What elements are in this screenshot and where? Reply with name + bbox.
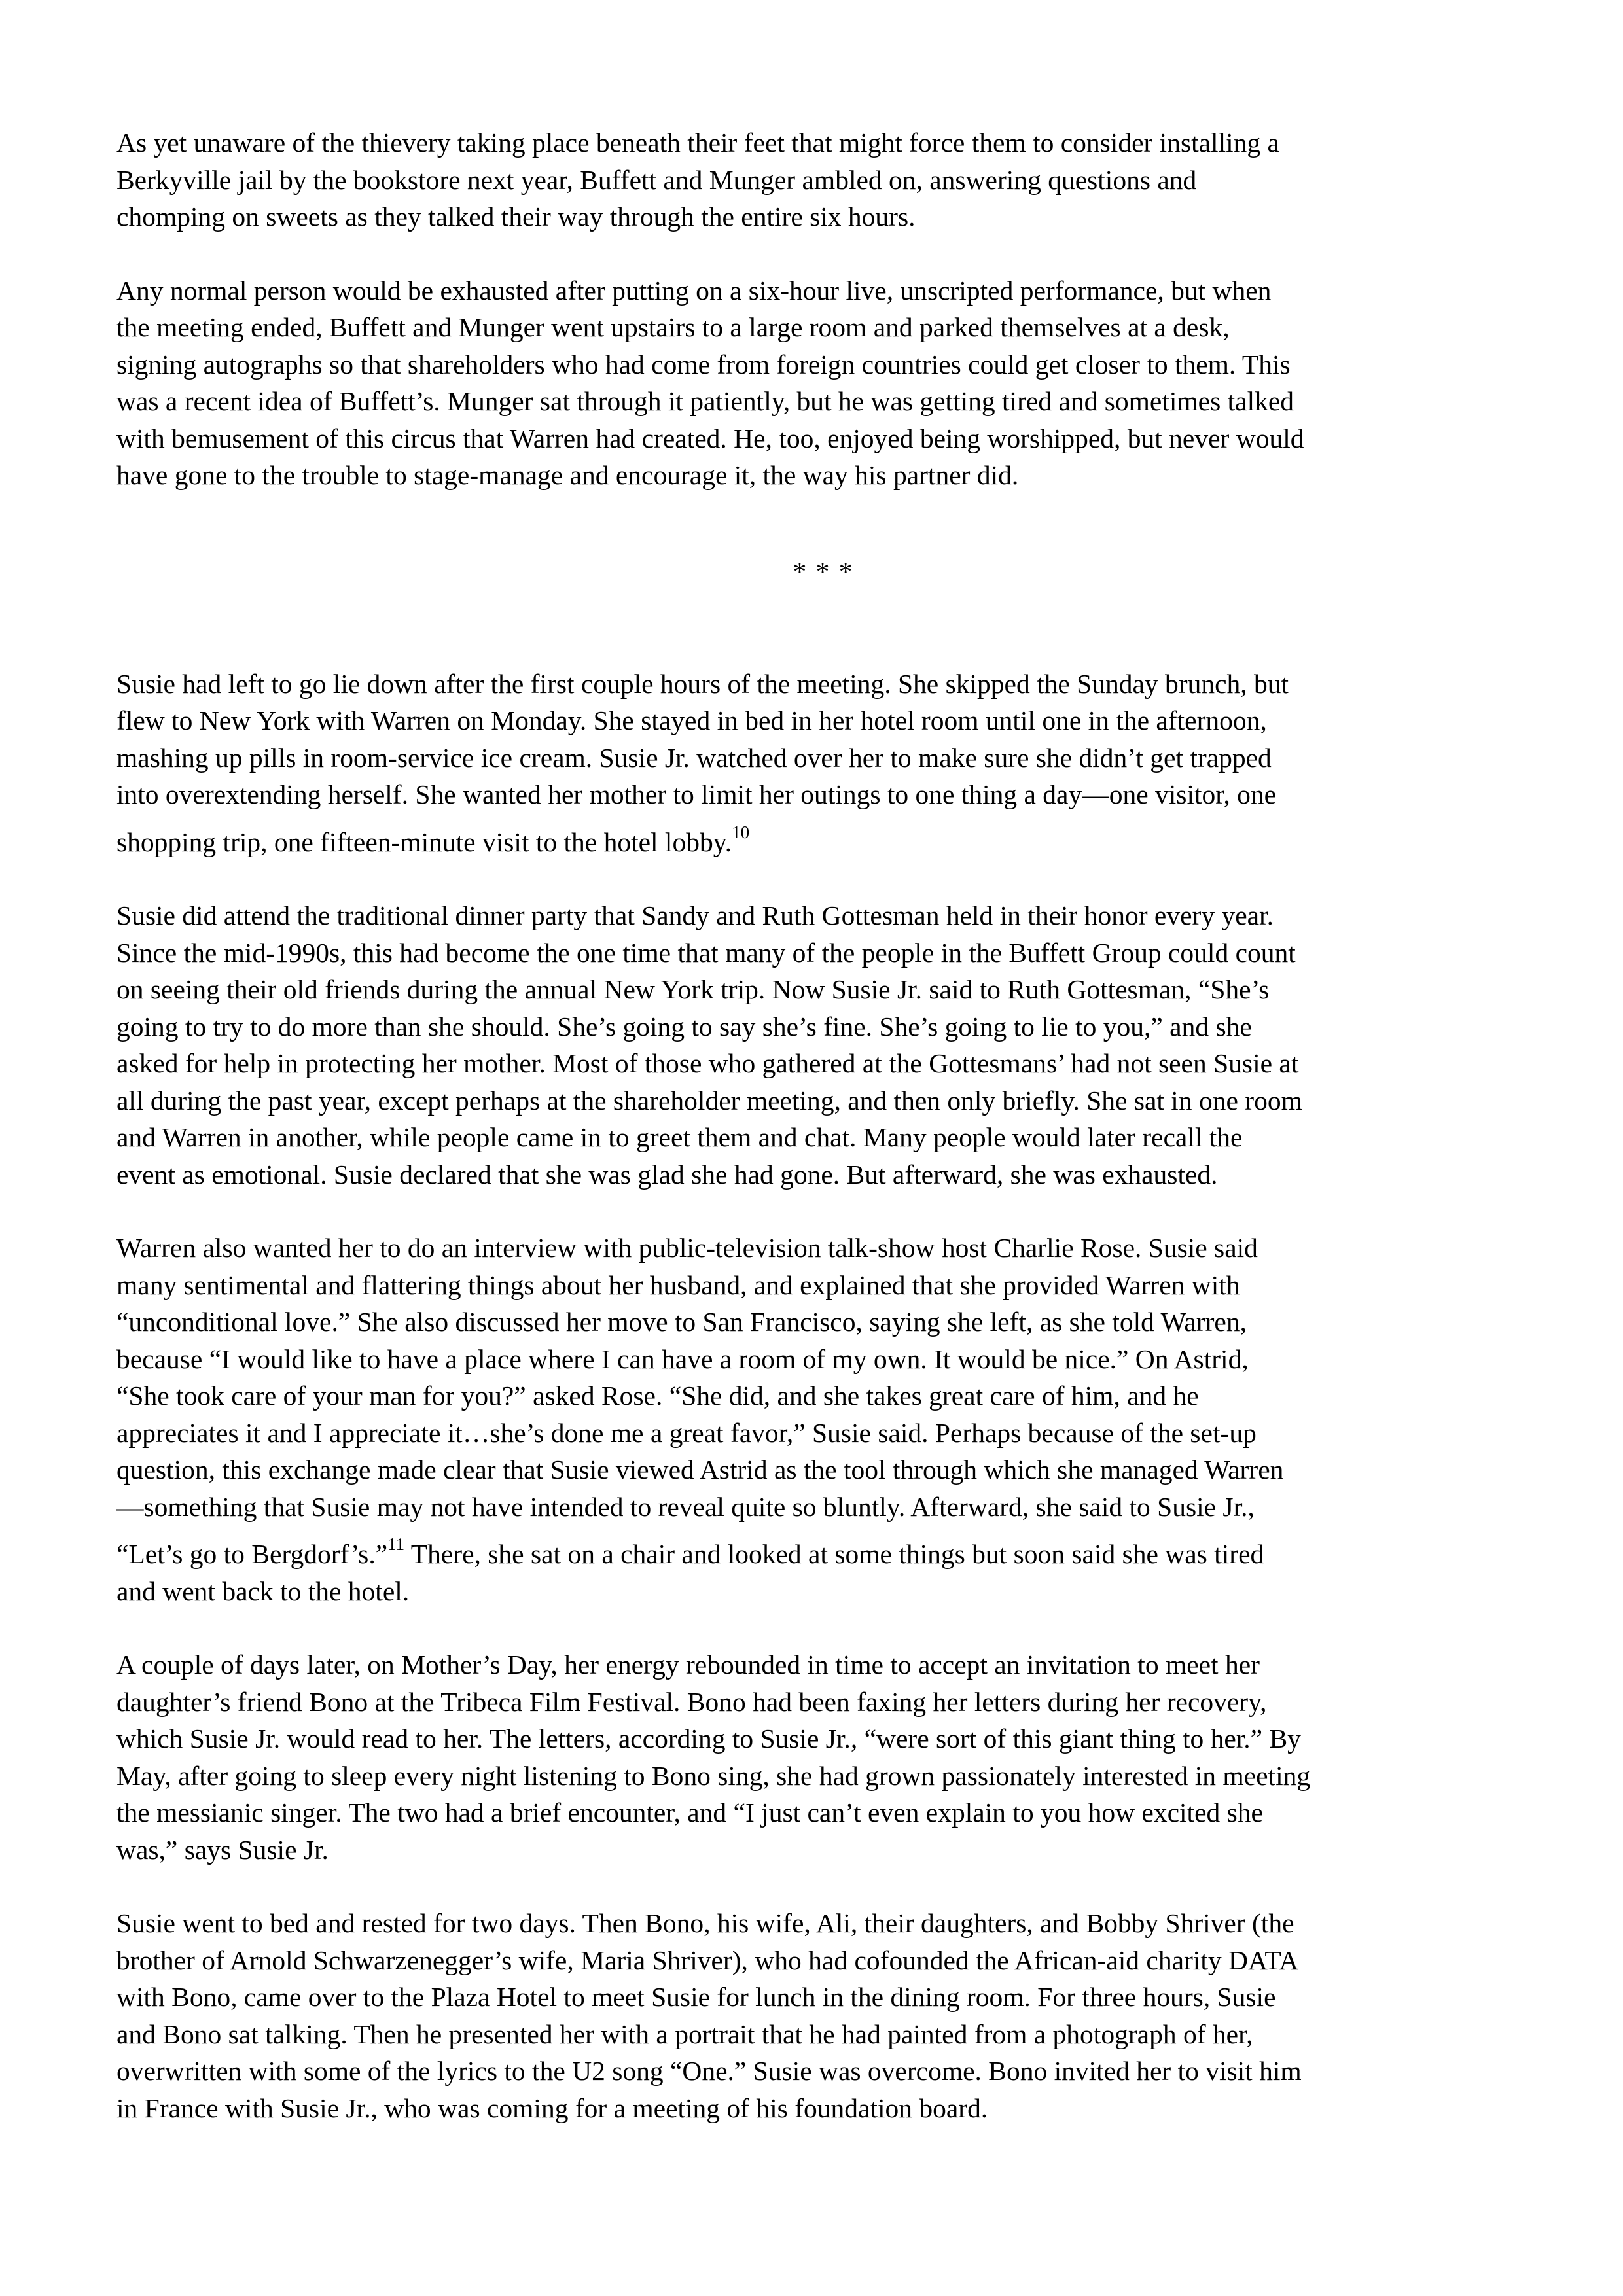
text-line: mashing up pills in room-service ice cream. Susie Jr. watched over her to make sure she didn’t get trapped	[116, 742, 1272, 773]
text-line: the meeting ended, Buffett and Munger went upstairs to a large room and parked themselves at a desk,	[116, 312, 1230, 342]
paragraph-6	[116, 1646, 1530, 1868]
text-line: As yet unaware of the thievery taking place beneath their feet that might force them to consider installing a	[116, 128, 1279, 158]
text-line: in France with Susie Jr., who was coming for a meeting of his foundation board.	[116, 2093, 988, 2123]
text-line: into overextending herself. She wanted her mother to limit her outings to one thing a day—one visitor, one	[116, 779, 1277, 809]
document-page	[116, 124, 1530, 2163]
text-line: and Warren in another, while people came in to greet them and chat. Many people would later recall the	[116, 1122, 1243, 1152]
text-line: A couple of days later, on Mother’s Day, her energy rebounded in time to accept an invitation to meet her	[116, 1650, 1260, 1680]
text-line: overwritten with some of the lyrics to the U2 song “One.” Susie was overcome. Bono invited her to visit him	[116, 2056, 1302, 2086]
paragraph-3	[116, 665, 1530, 861]
paragraph-1	[116, 124, 1530, 236]
text-line: the messianic singer. The two had a brief encounter, and “I just can’t even explain to you how excited she	[116, 1797, 1263, 1828]
text-line: Any normal person would be exhausted after putting on a six-hour live, unscripted performance, but when	[116, 275, 1272, 306]
paragraph-7	[116, 1905, 1530, 2127]
section-separator: * * *	[793, 556, 854, 586]
text-fragment: “Let’s go to Bergdorf’s.”	[116, 1539, 388, 1569]
text-line: many sentimental and flattering things about her husband, and explained that she provided Warren with	[116, 1269, 1240, 1300]
text-line: appreciates it and I appreciate it…she’s done me a great favor,” Susie said. Perhaps because of the set-up	[116, 1417, 1257, 1448]
paragraph-2	[116, 272, 1530, 494]
text-line	[116, 1536, 1530, 1573]
text-line: —something that Susie may not have intended to reveal quite so bluntly. Afterward, she said to Susie Jr.,	[116, 1491, 1255, 1522]
text-line: “unconditional love.” She also discussed her move to San Francisco, saying she left, as she told Warren,	[116, 1307, 1247, 1337]
footnote-reference[interactable]: 11	[387, 1534, 405, 1554]
text-line: was a recent idea of Buffett’s. Munger sat through it patiently, but he was getting tired and sometimes talked	[116, 386, 1294, 416]
text-line: asked for help in protecting her mother. Most of those who gathered at the Gottesmans’ had not seen Susie at	[116, 1048, 1299, 1078]
text-line: Berkyville jail by the bookstore next year, Buffett and Munger ambled on, answering questions and	[116, 164, 1197, 195]
paragraph-5	[116, 1229, 1530, 1610]
text-line: signing autographs so that shareholders who had come from foreign countries could get closer to them. This	[116, 349, 1291, 380]
text-line: going to try to do more than she should. She’s going to say she’s fine. She’s going to lie to you,” and she	[116, 1011, 1252, 1042]
text-line: question, this exchange made clear that Susie viewed Astrid as the tool through which she managed Warren	[116, 1455, 1284, 1485]
text-line: was,” says Susie Jr.	[116, 1834, 329, 1865]
text-line: all during the past year, except perhaps at the shareholder meeting, and then only briefly. She sat in one room	[116, 1085, 1302, 1116]
text-line: with bemusement of this circus that Warren had created. He, too, enjoyed being worshipped, but never would	[116, 423, 1304, 453]
text-line: Susie did attend the traditional dinner party that Sandy and Ruth Gottesman held in their honor every year.	[116, 900, 1274, 930]
text-line: Susie went to bed and rested for two days. Then Bono, his wife, Ali, their daughters, and Bobby Shriver (the	[116, 1908, 1294, 1938]
text-line: and Bono sat talking. Then he presented her with a portrait that he had painted from a photograph of her,	[116, 2019, 1253, 2049]
text-line: May, after going to sleep every night listening to Bono sing, she had grown passionately interested in meeting	[116, 1760, 1311, 1791]
text-line: “She took care of your man for you?” asked Rose. “She did, and she takes great care of him, and he	[116, 1381, 1199, 1411]
text-line: with Bono, came over to the Plaza Hotel to meet Susie for lunch in the dining room. For three hours, Susie	[116, 1982, 1276, 2012]
text-line: event as emotional. Susie declared that she was glad she had gone. But afterward, she was exhausted.	[116, 1159, 1218, 1190]
text-line: because “I would like to have a place where I can have a room of my own. It would be nice.” On Astrid,	[116, 1343, 1249, 1374]
text-line: chomping on sweets as they talked their way through the entire six hours.	[116, 202, 916, 232]
footnote-reference[interactable]: 10	[732, 822, 750, 842]
text-line: Since the mid-1990s, this had become the one time that many of the people in the Buffett Group could count	[116, 937, 1296, 968]
paragraph-4	[116, 897, 1530, 1193]
text-fragment: There, she sat on a chair and looked at some things but soon said she was tired	[404, 1539, 1264, 1569]
text-line: flew to New York with Warren on Monday. She stayed in bed in her hotel room until one in the afternoon,	[116, 705, 1267, 735]
text-line: Warren also wanted her to do an interview with public-television talk-show host Charlie Rose. Susie said	[116, 1233, 1258, 1263]
text-line: brother of Arnold Schwarzenegger’s wife, Maria Shriver), who had cofounded the African-aid charity DATA	[116, 1945, 1299, 1975]
text-line: daughter’s friend Bono at the Tribeca Film Festival. Bono had been faxing her letters during her recovery,	[116, 1686, 1267, 1717]
text-line: which Susie Jr. would read to her. The letters, according to Susie Jr., “were sort of this giant thing to her.” By	[116, 1723, 1301, 1754]
text-line: and went back to the hotel.	[116, 1576, 410, 1606]
text-line: have gone to the trouble to stage-manage and encourage it, the way his partner did.	[116, 460, 1019, 490]
text-line: Susie had left to go lie down after the first couple hours of the meeting. She skipped the Sunday brunch, but	[116, 668, 1289, 699]
text-fragment: shopping trip, one fifteen-minute visit to the hotel lobby.	[116, 826, 732, 857]
text-line	[116, 824, 1530, 861]
text-line: on seeing their old friends during the annual New York trip. Now Susie Jr. said to Ruth Gottesman, “She’s	[116, 974, 1270, 1004]
